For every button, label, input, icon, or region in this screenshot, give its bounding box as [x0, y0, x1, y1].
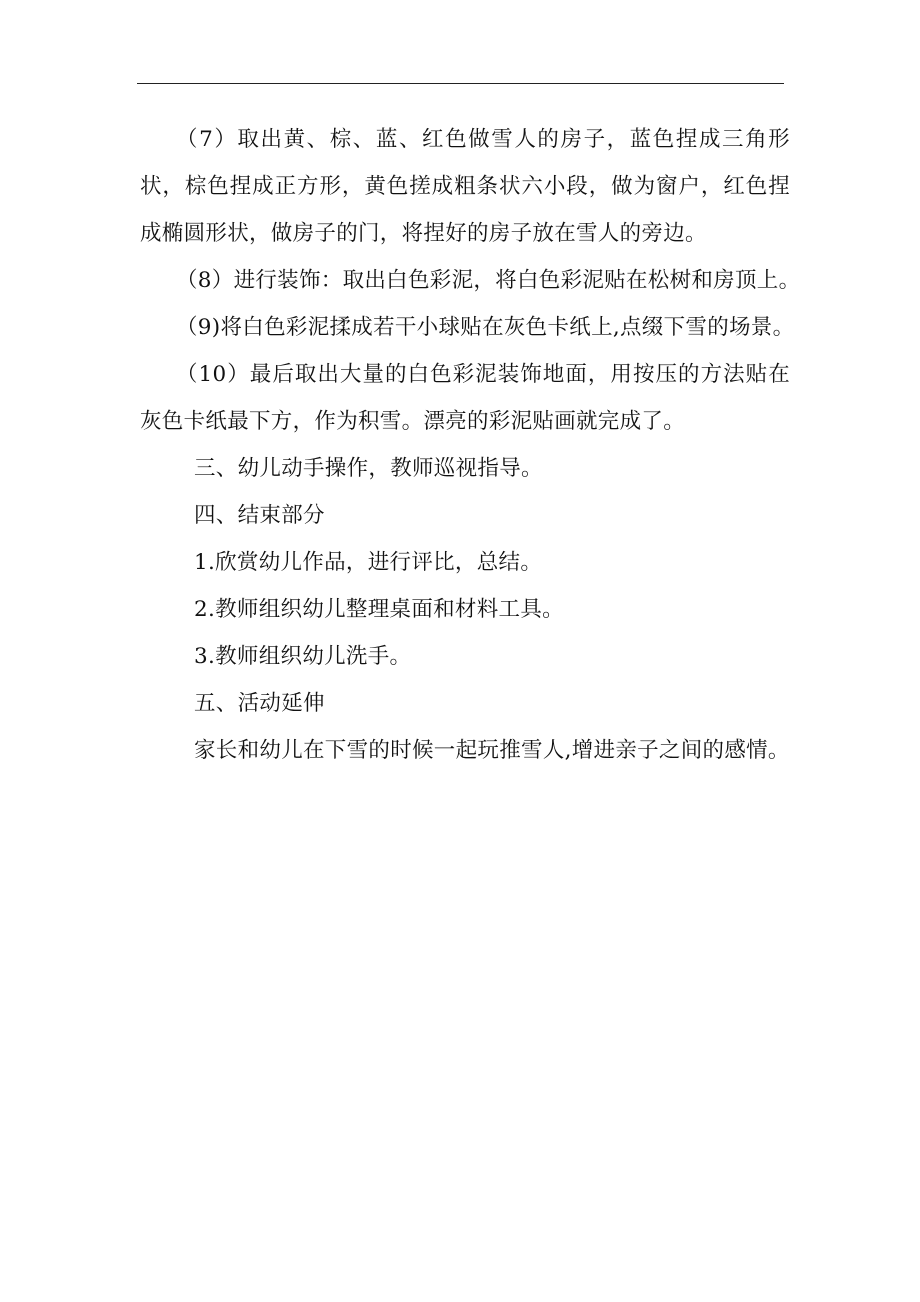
- list-item-3: 3.教师组织幼儿洗手。: [194, 644, 412, 669]
- paragraph-step-7: （7）取出黄、棕、蓝、红色做雪人的房子，蓝色捏成三角形状，棕色捏成正方形，黄色搓成粗条状六小段，做为窗户，红色捏成椭圆形状，做房子的门，将捏好的房子放在雪人的旁边。: [140, 127, 790, 246]
- section-heading-4: 四、结束部分: [194, 503, 325, 528]
- paragraph-step-10: （10）最后取出大量的白色彩泥装饰地面，用按压的方法贴在灰色卡纸最下方，作为积雪。漂亮的彩泥贴画就完成了。: [140, 362, 790, 434]
- section-heading-3: 三、幼儿动手操作，教师巡视指导。: [194, 456, 543, 481]
- paragraph-extension: 家长和幼儿在下雪的时候一起玩推雪人,增进亲子之间的感情。: [194, 738, 790, 763]
- list-item-1: 1.欣赏幼儿作品，进行评比，总结。: [194, 550, 543, 575]
- paragraph-step-8: （8）进行装饰：取出白色彩泥，将白色彩泥贴在松树和房顶上。: [176, 268, 801, 293]
- section-heading-5: 五、活动延伸: [194, 691, 325, 716]
- paragraph-step-9: （9)将白色彩泥揉成若干小球贴在灰色卡纸上,点缀下雪的场景。: [176, 315, 795, 340]
- list-item-2: 2.教师组织幼儿整理桌面和材料工具。: [194, 597, 564, 622]
- document-body: [140, 116, 801, 774]
- header-rule: [137, 83, 784, 84]
